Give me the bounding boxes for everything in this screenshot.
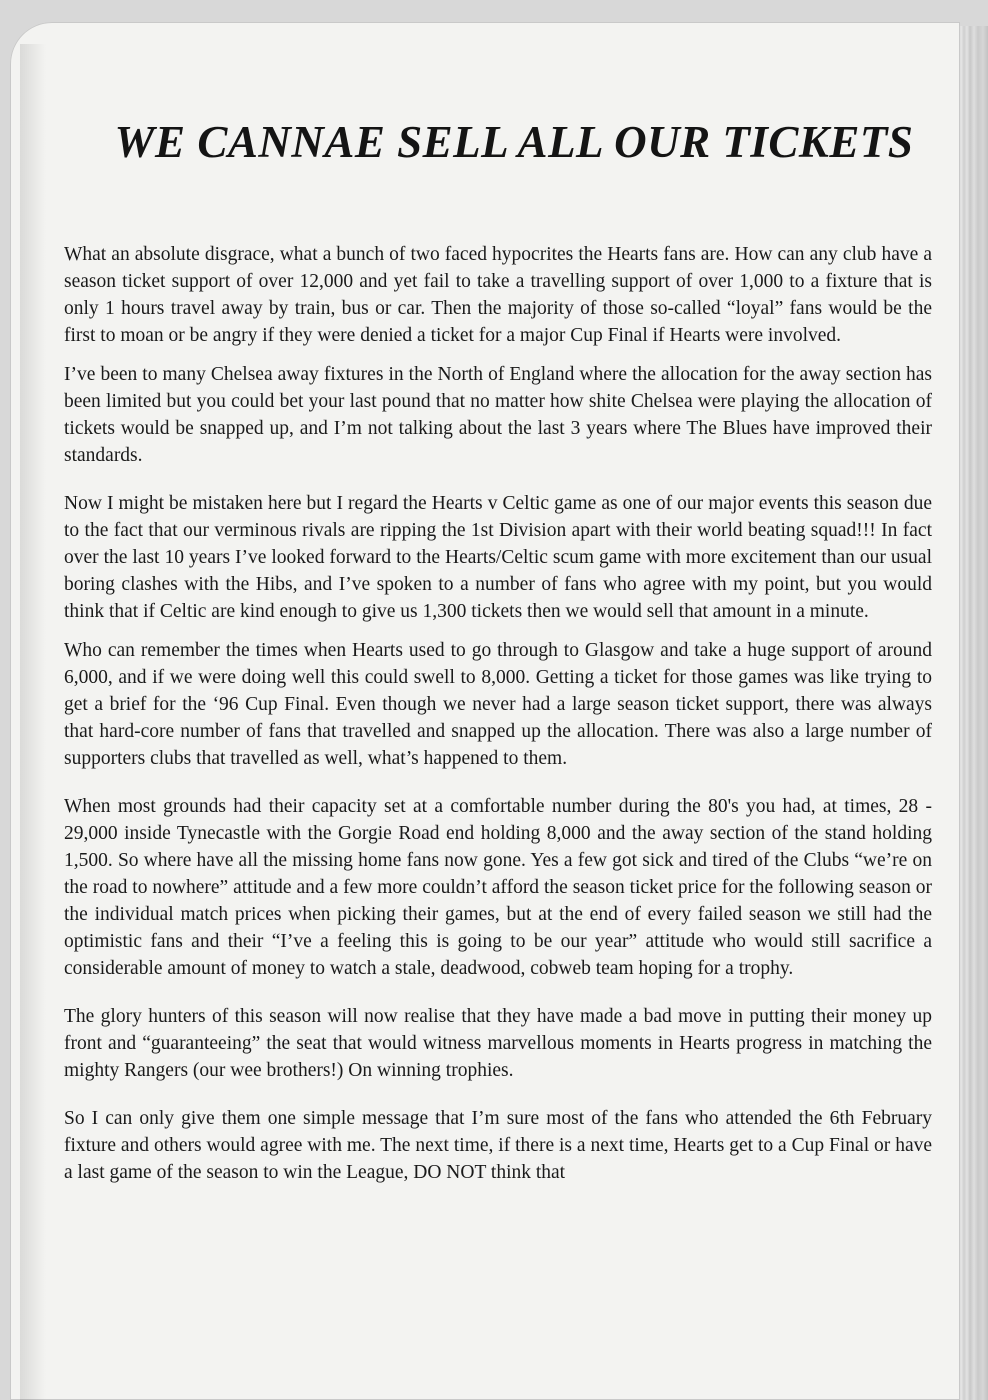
article-paragraph: Who can remember the times when Hearts used to go through to Glasgow and take a huge support of around 6,000, and if we were doing well this could swell to 8,000. Getting a ticket for those games was like trying to get a brief for the ‘96 Cup Final. Even though we never had a large season ticket support, there was always that hard-core number of fans that travelled and snapped up the allocation. There was also a large number of supporters clubs that travelled as well, what’s happened to them. bbox=[64, 640, 932, 769]
article-paragraph: What an absolute disgrace, what a bunch of two faced hypocrites the Hearts fans are. How can any club have a season ticket support of over 12,000 and yet fail to take a travelling support of over 1,000 to a fixture that is only 1 hours travel away by train, bus or car. Then the majority of those so-called “loyal” fans would be the first to moan or be angry if they were denied a ticket for a major Cup Final if Hearts were involved. bbox=[64, 244, 932, 346]
article-body bbox=[64, 241, 932, 1198]
article-paragraph: So I can only give them one simple message that I’m sure most of the fans who attended the 6th February fixture and others would agree with me. The next time, if there is a next time, Hearts get to a Cup Final or have a last game of the season to win the League, DO NOT think that bbox=[64, 1108, 932, 1183]
article-headline: WE CANNAE SELL ALL OUR TICKETS bbox=[114, 117, 914, 167]
article-paragraph: The glory hunters of this season will now realise that they have made a bad move in putting their money up front and “guaranteeing” the seat that would witness marvellous moments in Hearts progress in matching the mighty Rangers (our wee brothers!) On winning trophies. bbox=[64, 1006, 932, 1081]
spine-shadow bbox=[20, 44, 46, 1400]
page-edge bbox=[958, 26, 988, 1400]
article-paragraph: I’ve been to many Chelsea away fixtures in the North of England where the allocation for the away section has been limited but you could bet your last pound that no matter how shite Chelsea were playing the allocation of tickets would be snapped up, and I’m not talking about the last 3 years where The Blues have improved their standards. bbox=[64, 364, 932, 466]
article-paragraph: When most grounds had their capacity set at a comfortable number during the 80's you had, at times, 28 - 29,000 inside Tynecastle with the Gorgie Road end holding 8,000 and the away section of the stand holding 1,500. So where have all the missing home fans now gone. Yes a few got sick and tired of the Clubs “we’re on the road to nowhere” attitude and a few more couldn’t afford the season ticket price for the following season or the individual match prices when picking their games, but at the end of every failed season we still had the optimistic fans and their “I’ve a feeling this is going to be our year” attitude who would still sacrifice a considerable amount of money to watch a stale, deadwood, cobweb team hoping for a trophy. bbox=[64, 796, 932, 979]
article-paragraph: Now I might be mistaken here but I regard the Hearts v Celtic game as one of our major events this season due to the fact that our verminous rivals are ripping the 1st Division apart with their world beating squad!!! In fact over the last 10 years I’ve looked forward to the Hearts/Celtic scum game with more excitement than our usual boring clashes with the Hibs, and I’ve spoken to a number of fans who agree with my point, but you would think that if Celtic are kind enough to give us 1,300 tickets then we would sell that amount in a minute. bbox=[64, 493, 932, 622]
